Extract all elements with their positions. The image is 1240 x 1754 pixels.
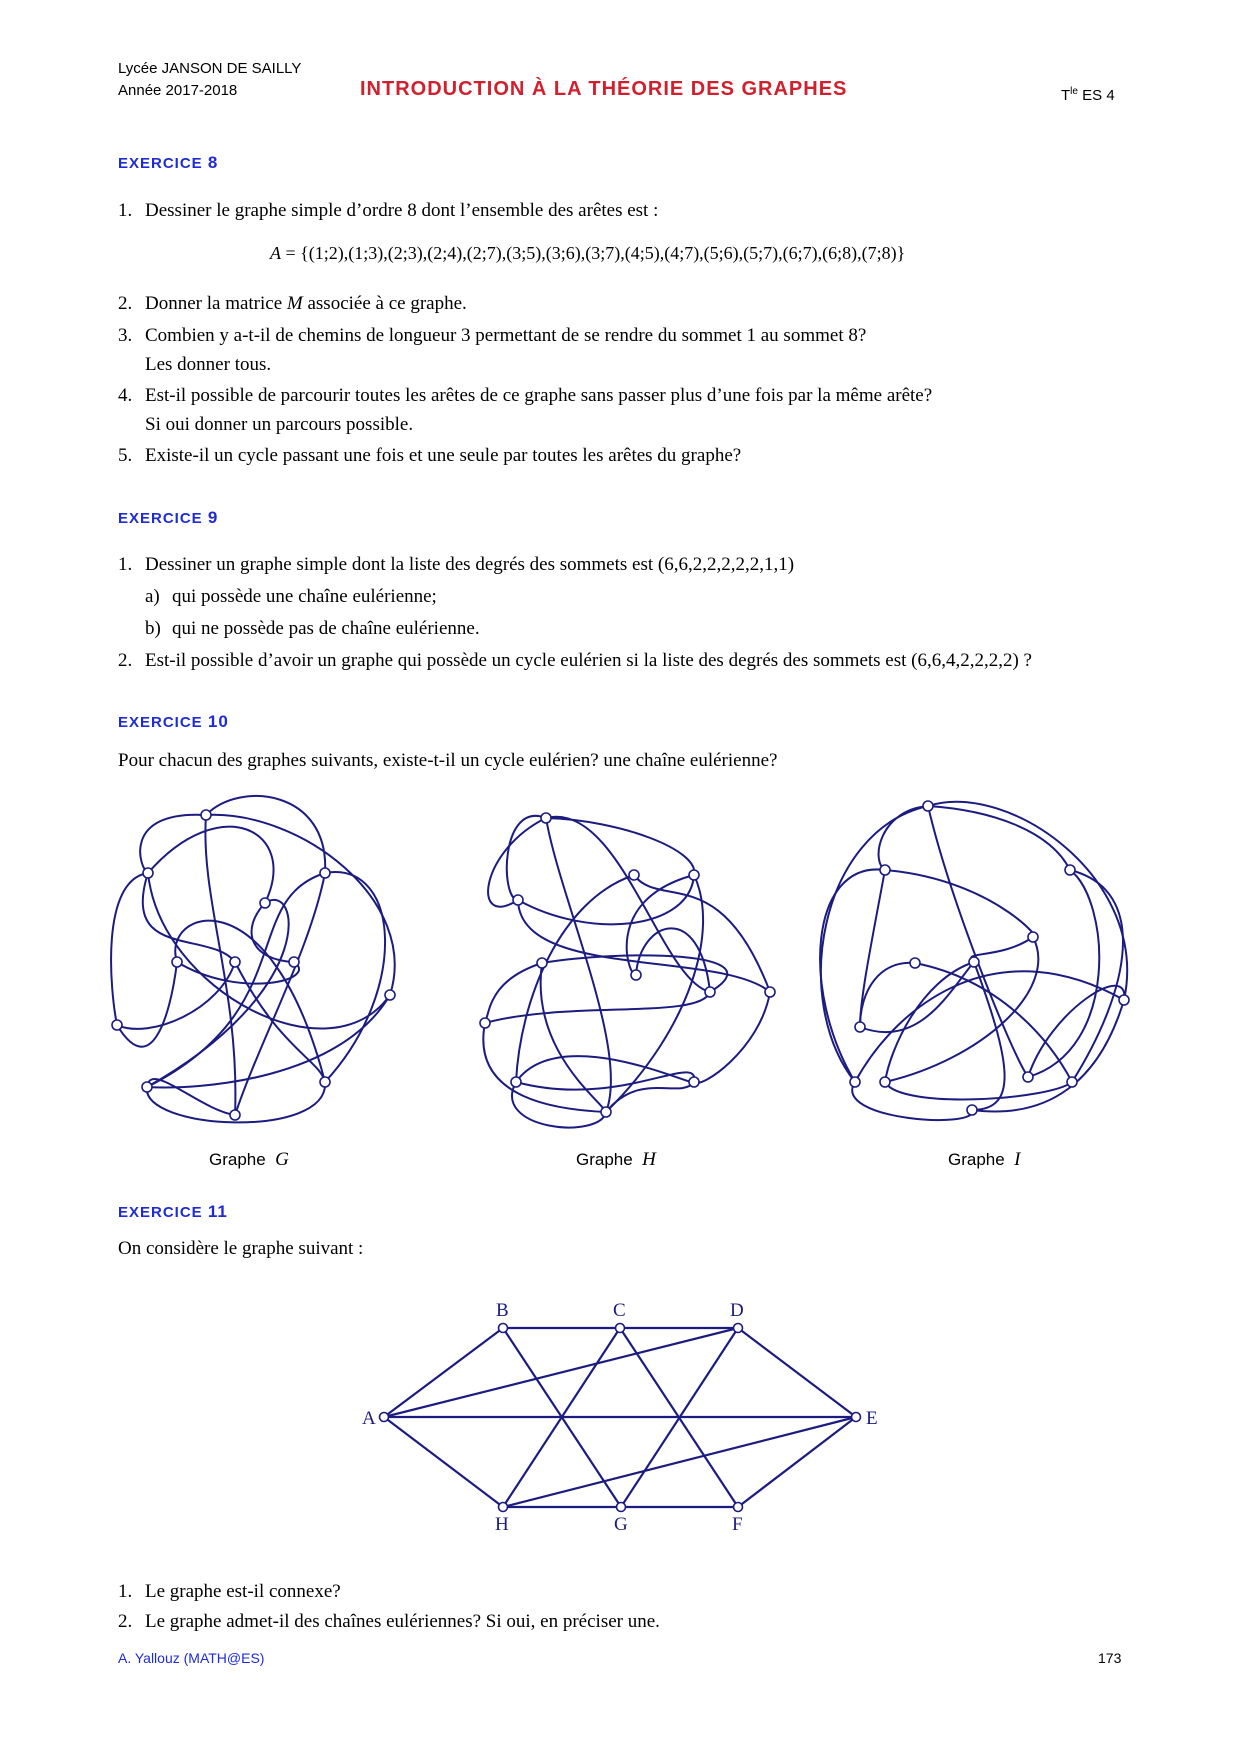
page-number: 173	[1098, 1650, 1122, 1666]
graph-i-vertex	[850, 1077, 860, 1087]
graph-i-vertex	[969, 957, 979, 967]
ex9-q1: 1. Dessiner un graphe simple dont la liste des degrés des sommets est (6,6,2,2,2,2,2,1,1)	[118, 554, 795, 575]
graph-h-vertex	[480, 1018, 490, 1028]
vertex-e	[852, 1413, 861, 1422]
vertex-label-b: B	[496, 1300, 509, 1321]
graph-g-label: Graphe G	[209, 1149, 289, 1170]
graph-i-vertex	[855, 1022, 865, 1032]
graph-i-vertex	[967, 1105, 977, 1115]
graph-h-vertex	[689, 1077, 699, 1087]
ex8-q2: 2. Donner la matrice M associée à ce graphe.	[118, 293, 467, 314]
page-title: INTRODUCTION À LA THÉORIE DES GRAPHES	[360, 78, 848, 100]
graph-h-vertex	[537, 958, 547, 968]
exercise-11-heading: EXERCICE 11	[118, 1202, 228, 1221]
vertex-g	[617, 1503, 626, 1512]
graph-h-vertex	[513, 895, 523, 905]
vertex-f	[734, 1503, 743, 1512]
graph-g-vertex	[289, 957, 299, 967]
graph-g-vertex	[172, 957, 182, 967]
school-name: Lycée JANSON DE SAILLY	[118, 60, 302, 77]
footer-author: A. Yallouz (MATH@ES)	[118, 1650, 265, 1666]
ex8-q5: 5. Existe-il un cycle passant une fois et une seule par toutes les arêtes du graphe?	[118, 445, 742, 466]
ex11-intro: On considère le graphe suivant :	[118, 1238, 364, 1259]
graph-h-drawing	[483, 816, 770, 1128]
graph-g-vertex	[260, 898, 270, 908]
graph-g-drawing	[111, 796, 395, 1122]
graph-g-vertex	[230, 957, 240, 967]
graph-h-vertex	[629, 870, 639, 880]
vertex-label-f: F	[732, 1514, 743, 1535]
graph-g-vertex	[320, 1077, 330, 1087]
ex10-graphs-figure	[0, 780, 1240, 1140]
graph-g-vertex	[385, 990, 395, 1000]
graph-g-vertex	[320, 868, 330, 878]
vertex-label-e: E	[866, 1408, 878, 1429]
ex11-q1: 1. Le graphe est-il connexe?	[118, 1581, 341, 1602]
vertex-label-h: H	[495, 1514, 509, 1535]
graph-i-vertex	[1065, 865, 1075, 875]
graph-h-vertex	[631, 970, 641, 980]
graph-h-vertex	[689, 870, 699, 880]
ex11-q2: 2. Le graphe admet-il des chaînes eulériennes? Si oui, en préciser une.	[118, 1611, 660, 1632]
graph-h-vertex	[601, 1107, 611, 1117]
graph-g-vertex	[230, 1110, 240, 1120]
graph-i-vertex	[1028, 932, 1038, 942]
graph-i-vertex	[910, 958, 920, 968]
ex9-qa: a) qui possède une chaîne eulérienne;	[145, 586, 437, 607]
class-label: $T^{le}$ ES 4	[1061, 86, 1115, 104]
graph-i-vertex	[1067, 1077, 1077, 1087]
graph-i-label: Graphe I	[948, 1149, 1021, 1170]
graph-i-vertex	[1119, 995, 1129, 1005]
vertex-label-g: G	[614, 1514, 628, 1535]
graph-h-vertex	[541, 813, 551, 823]
graph-h-vertex	[511, 1077, 521, 1087]
graph-i-vertex	[880, 1077, 890, 1087]
school-year: Année 2017-2018	[118, 82, 238, 99]
ex11-graph-figure	[0, 1290, 1240, 1550]
vertex-label-a: A	[362, 1408, 376, 1429]
graph-h-label: Graphe H	[576, 1149, 656, 1170]
vertex-c	[616, 1324, 625, 1333]
graph-g-vertex	[142, 1082, 152, 1092]
ex8-q4: 4. Est-il possible de parcourir toutes les arêtes de ce graphe sans passer plus d’une fois par la même arête? Si oui donner un parcours possible.	[118, 385, 933, 435]
graph-g-vertex	[112, 1020, 122, 1030]
ex8-edge-set: A = {(1;2),(1;3),(2;3),(2;4),(2;7),(3;5),(3;6),(3;7),(4;5),(4;7),(5;6),(5;7),(6;7),(6;8),(7;8)}	[270, 243, 906, 263]
graph-g-vertex	[143, 868, 153, 878]
vertex-label-c: C	[613, 1300, 626, 1321]
ex10-intro: Pour chacun des graphes suivants, existe-t-il un cycle eulérien? une chaîne eulérienne?	[118, 750, 778, 771]
ex8-q3: 3. Combien y a-t-il de chemins de longueur 3 permettant de se rendre du sommet 1 au sommet 8? Les donner tous.	[118, 325, 867, 375]
vertex-d	[734, 1324, 743, 1333]
graph-h-vertex	[765, 987, 775, 997]
graph-i-vertex	[1023, 1072, 1033, 1082]
ex8-q1: 1. Dessiner le graphe simple d’ordre 8 dont l’ensemble des arêtes est :	[118, 200, 659, 221]
exercise-10-heading: EXERCICE 10	[118, 712, 229, 731]
vertex-h	[499, 1503, 508, 1512]
graph-i-vertex	[923, 801, 933, 811]
exercise-9-heading: EXERCICE 9	[118, 508, 219, 527]
exercise-8-heading: EXERCICE 8	[118, 153, 219, 172]
ex9-q2: 2. Est-il possible d’avoir un graphe qui possède un cycle eulérien si la liste des degrés des sommets est (6,6,4,2,2,2,2) ?	[118, 650, 1032, 671]
ex9-qb: b) qui ne possède pas de chaîne eulérienne.	[145, 618, 480, 639]
vertex-b	[499, 1324, 508, 1333]
graph-i-vertex	[880, 865, 890, 875]
vertex-a	[380, 1413, 389, 1422]
graph-h-vertex	[705, 987, 715, 997]
graph-g-vertex	[201, 810, 211, 820]
vertex-label-d: D	[730, 1300, 744, 1321]
